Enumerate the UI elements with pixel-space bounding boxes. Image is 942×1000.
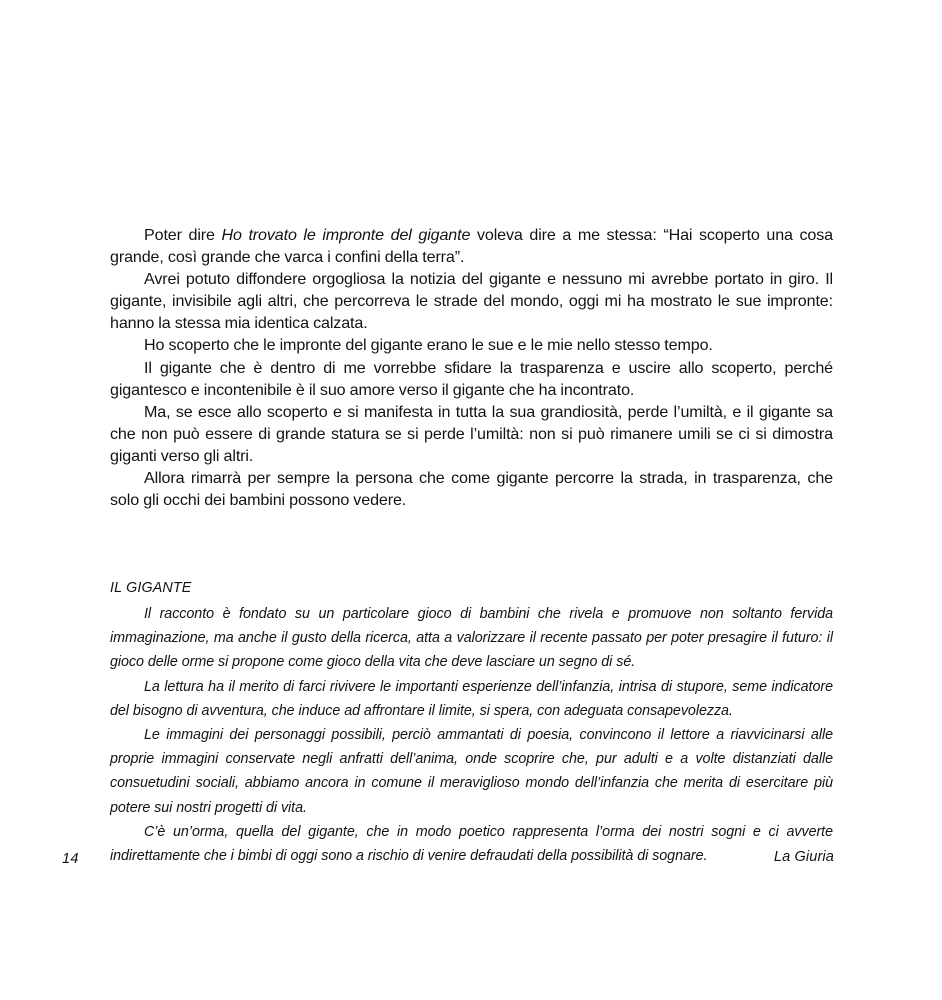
jury-paragraph: Le immagini dei personaggi possibili, perciò ammantati di poesia, convincono il lettore a riavvicinarsi alle proprie immagini conservate negli anfratti dell’anima, onde scoprire che, pur adulti e a volte distanziati dalle consuetudini sociali, abbiamo ancora in comune il meraviglioso mondo dell’infanzia che merita di esercitare più potere sui nostri progetti di vita.: [110, 727, 833, 816]
body-paragraph: Ho scoperto che le impronte del gigante erano le sue e le mie nello stesso tempo.: [144, 336, 713, 355]
jury-signature: La Giuria: [773, 849, 834, 865]
body-paragraph: Allora rimarrà per sempre la persona che come gigante percorre la strada, in trasparenza, che solo gli occhi dei bambini possono vedere.: [110, 469, 833, 510]
body-paragraph: Il gigante che è dentro di me vorrebbe sfidare la trasparenza e uscire allo scoperto, perché gigantesco e incontenibile è il suo amore verso il gigante che ha incontrato.: [110, 358, 833, 399]
body-paragraph: Ma, se esce allo scoperto e si manifesta in tutta la sua grandiosità, perde l’umiltà, e il gigante sa che non può essere di grande statura se si perde l’umiltà: non si può rimanere umili se ci si dimostra giganti verso gli altri.: [110, 402, 833, 465]
body-paragraph: Avrei potuto diffondere orgogliosa la notizia del gigante e nessuno mi avrebbe portato in giro. Il gigante, invisibile agli altri, che percorreva le strade del mondo, oggi mi ha mostrato le sue impronte: hanno la stessa mia identica calzata.: [110, 270, 833, 333]
jury-paragraph: Il racconto è fondato su un particolare gioco di bambini che rivela e promuove non soltanto fervida immaginazione, ma anche il gusto della ricerca, atta a valorizzare il recente passato per poter presagire il futuro: il gioco delle orme si propone come gioco della vita che deve lasciare un segno di sé.: [110, 606, 833, 671]
jury-paragraph: La lettura ha il merito di farci rivivere le importanti esperienze dell’infanzia, intrisa di stupore, seme indicatore del bisogno di avventura, che induce ad affrontare il limite, si spera, con adeguata consapevolezza.: [110, 678, 833, 719]
paragraph-lead-text: Poter dire: [144, 226, 222, 244]
paragraph-tail-text: voleva dire a me stessa: “Hai scoperto una cosa grande, così grande che varca i confini della terra”.: [110, 226, 834, 267]
jury-section-title: IL GIGANTE: [110, 580, 192, 596]
jury-paragraph: C’è un’orma, quella del gigante, che in modo poetico rappresenta l’orma dei nostri sogni e ci avverte indirettamente che i bimbi di oggi sono a rischio di venire defraudati della possibilità di sognare.: [110, 823, 833, 865]
story-title-italic: Ho trovato le impronte del gigante: [221, 226, 471, 244]
story-body: [110, 224, 833, 511]
page-number: 14: [62, 851, 79, 867]
jury-commentary: [110, 578, 833, 868]
body-paragraph: [110, 224, 833, 268]
